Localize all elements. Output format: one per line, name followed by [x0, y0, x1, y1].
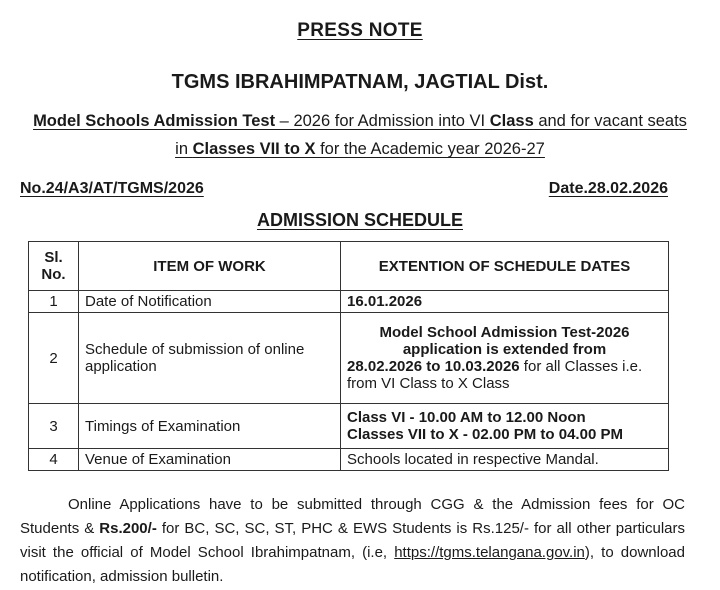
- reference-number: No.24/A3/AT/TGMS/2026: [20, 180, 204, 197]
- table-header-row: [29, 242, 669, 291]
- table-row: [29, 404, 669, 449]
- website-link[interactable]: https://tgms.telangana.gov.in: [394, 544, 585, 561]
- row-dates: Schools located in respective Mandal.: [341, 449, 669, 471]
- row-item: Timings of Examination: [79, 404, 341, 449]
- organization-title: TGMS IBRAHIMPATNAM, JAGTIAL Dist.: [171, 71, 549, 93]
- table-row: [29, 313, 669, 404]
- header-item-of-work: ITEM OF WORK: [79, 242, 341, 291]
- row-dates: 16.01.2026: [341, 291, 669, 313]
- row-item: Date of Notification: [79, 291, 341, 313]
- reference-date: Date.28.02.2026: [548, 180, 668, 197]
- press-note-heading: PRESS NOTE: [297, 20, 423, 41]
- table-row: [29, 291, 669, 313]
- row-dates: Class VI - 10.00 AM to 12.00 Noon Classes VII to X - 02.00 PM to 04.00 PM: [341, 404, 669, 449]
- table-row: [29, 449, 669, 471]
- row-number: 3: [29, 404, 79, 449]
- header-sl-no: Sl. No.: [29, 242, 79, 291]
- row-item: Schedule of submission of online application: [79, 313, 341, 404]
- admission-schedule-table: [28, 241, 669, 471]
- footer-paragraph: Online Applications have to be submitted through CGG & the Admission fees for OC Students & Rs.200/- for BC, SC, SC, ST, PHC & EWS Students is Rs.125/- for all other particulars visit the official of Model School Ibrahimpatnam, (i.e, https://tgms.telangana.gov.in), to download notification, admission bulletin.: [20, 496, 685, 585]
- row-number: 4: [29, 449, 79, 471]
- schedule-title: ADMISSION SCHEDULE: [256, 210, 463, 230]
- row-item: Venue of Examination: [79, 449, 341, 471]
- row-number: 2: [29, 313, 79, 404]
- subject-line: Model Schools Admission Test – 2026 for Admission into VI Class and for vacant seats in Classes VII to X for the Academic year 2026-27: [33, 112, 687, 158]
- header-schedule-dates: EXTENTION OF SCHEDULE DATES: [341, 242, 669, 291]
- row-dates: Model School Admission Test-2026 application is extended from 28.02.2026 to 10.03.2026 for all Classes i.e. from VI Class to X Class: [341, 313, 669, 404]
- row-number: 1: [29, 291, 79, 313]
